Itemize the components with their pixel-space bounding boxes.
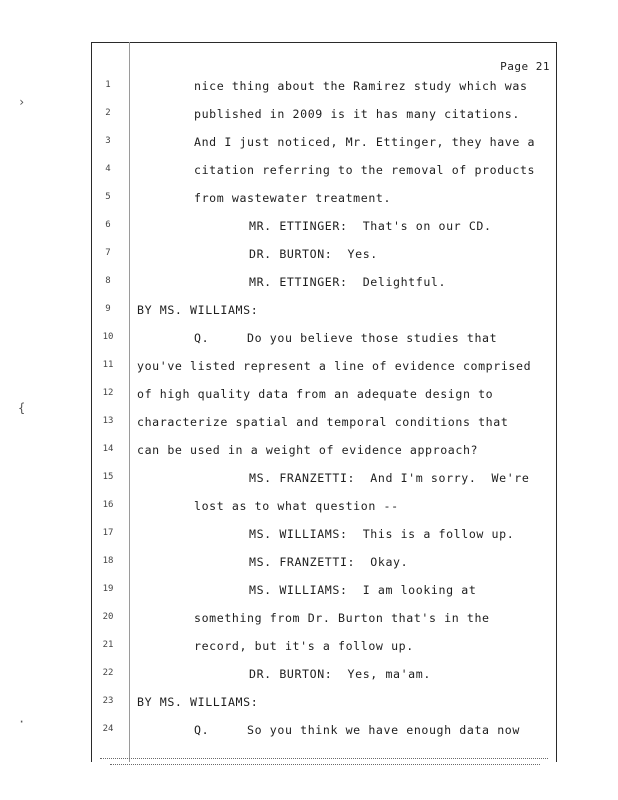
transcript-line <box>0 76 618 96</box>
line-text: published in 2009 is it has many citations. <box>194 107 520 121</box>
line-text: MR. ETTINGER: Delightful. <box>249 275 447 289</box>
line-text: of high quality data from an adequate design to <box>137 387 494 401</box>
transcript-line <box>0 132 618 152</box>
line-number: 6 <box>105 220 111 230</box>
line-number: 17 <box>102 528 114 538</box>
transcript-line <box>0 244 618 264</box>
transcript-line <box>0 104 618 124</box>
line-number: 8 <box>105 276 111 286</box>
line-number: 9 <box>105 304 111 314</box>
transcript-line <box>0 216 618 236</box>
line-text: characterize spatial and temporal conditions that <box>137 415 509 429</box>
line-text: Q. So you think we have enough data now <box>194 723 520 737</box>
transcript-line <box>0 440 618 460</box>
transcript-line <box>0 664 618 684</box>
transcript-line <box>0 608 618 628</box>
transcript-line <box>0 412 618 432</box>
line-number: 15 <box>102 472 114 482</box>
line-text: DR. BURTON: Yes. <box>249 247 378 261</box>
line-text: Q. Do you believe those studies that <box>194 331 498 345</box>
line-number: 4 <box>105 164 111 174</box>
line-number: 10 <box>102 332 114 342</box>
line-number: 1 <box>105 80 111 90</box>
transcript-line <box>0 692 618 712</box>
transcript-line <box>0 636 618 656</box>
line-text: BY MS. WILLIAMS: <box>137 303 259 317</box>
line-text: lost as to what question -- <box>194 499 399 513</box>
transcript-line <box>0 720 618 740</box>
margin-mark: { <box>18 401 26 415</box>
line-text: from wastewater treatment. <box>194 191 392 205</box>
transcript-line <box>0 356 618 376</box>
line-number: 24 <box>102 724 114 734</box>
line-text: And I just noticed, Mr. Ettinger, they have a <box>194 135 536 149</box>
line-text: citation referring to the removal of products <box>194 163 536 177</box>
line-number: 7 <box>105 248 111 258</box>
line-number: 21 <box>102 640 114 650</box>
transcript-line <box>0 300 618 320</box>
line-text: MS. FRANZETTI: Okay. <box>249 555 409 569</box>
line-number: 19 <box>102 584 114 594</box>
line-number: 12 <box>102 388 114 398</box>
transcript-line <box>0 384 618 404</box>
line-number: 13 <box>102 416 114 426</box>
margin-mark: › <box>18 95 26 109</box>
line-number: 5 <box>105 192 111 202</box>
line-text: DR. BURTON: Yes, ma'am. <box>249 667 431 681</box>
transcript-line <box>0 524 618 544</box>
line-text: record, but it's a follow up. <box>194 639 414 653</box>
bottom-rule <box>100 758 548 759</box>
transcript-line <box>0 468 618 488</box>
transcript-line <box>0 552 618 572</box>
line-text: you've listed represent a line of evidence comprised <box>137 359 532 373</box>
margin-mark: · <box>18 715 26 729</box>
transcript-line <box>0 580 618 600</box>
line-text: MS. WILLIAMS: I am looking at <box>249 583 477 597</box>
line-number: 14 <box>102 444 114 454</box>
line-number: 16 <box>102 500 114 510</box>
bottom-rule <box>110 764 540 765</box>
line-number: 22 <box>102 668 114 678</box>
line-number: 2 <box>105 108 111 118</box>
line-number: 18 <box>102 556 114 566</box>
line-text: MS. FRANZETTI: And I'm sorry. We're <box>249 471 530 485</box>
line-text: MR. ETTINGER: That's on our CD. <box>249 219 492 233</box>
transcript-line <box>0 328 618 348</box>
line-number: 20 <box>102 612 114 622</box>
line-number: 3 <box>105 136 111 146</box>
line-text: nice thing about the Ramirez study which was <box>194 79 528 93</box>
transcript-line <box>0 188 618 208</box>
line-text: can be used in a weight of evidence approach? <box>137 443 479 457</box>
transcript-line <box>0 496 618 516</box>
page-number: Page 21 <box>500 60 550 73</box>
transcript-line <box>0 160 618 180</box>
line-number: 11 <box>102 360 114 370</box>
line-number: 23 <box>102 696 114 706</box>
line-text: BY MS. WILLIAMS: <box>137 695 259 709</box>
transcript-line <box>0 272 618 292</box>
line-text: MS. WILLIAMS: This is a follow up. <box>249 527 515 541</box>
line-text: something from Dr. Burton that's in the <box>194 611 490 625</box>
